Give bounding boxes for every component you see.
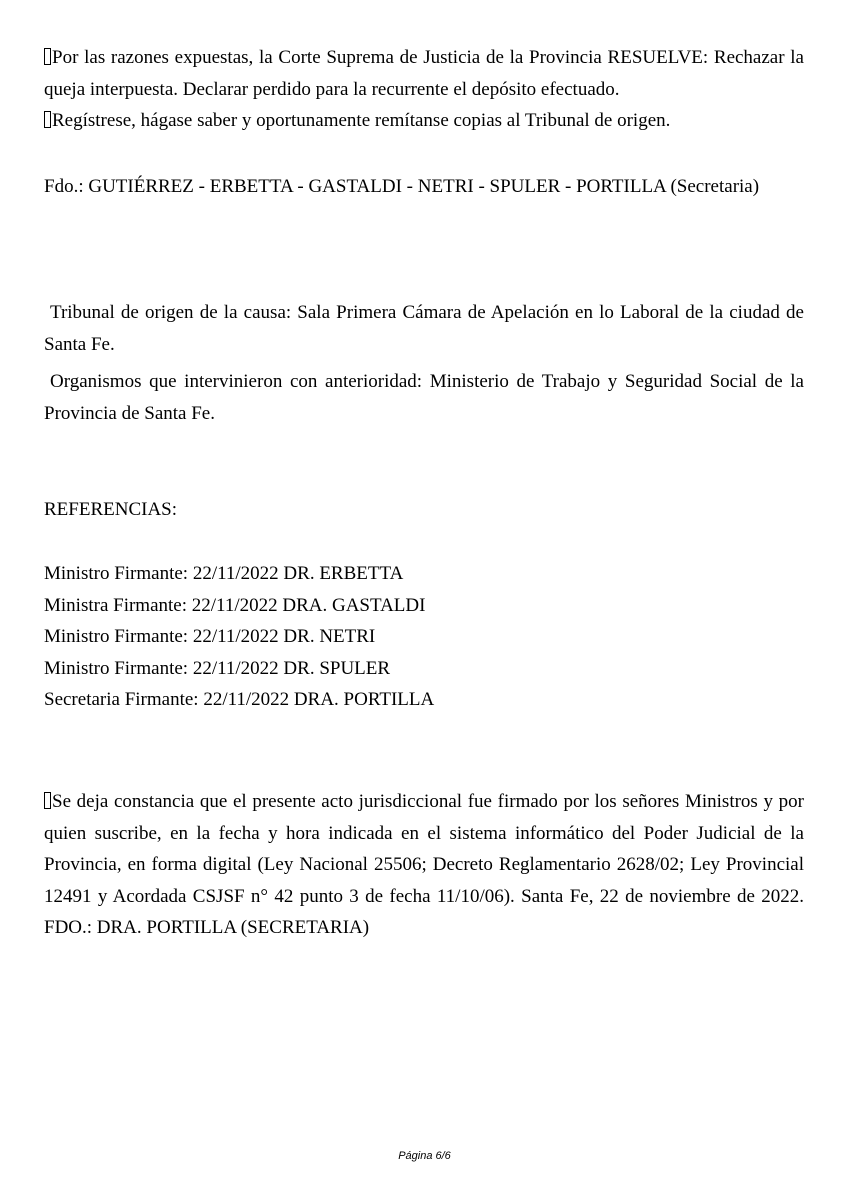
signatory-line: Ministro Firmante: 22/11/2022 DR. SPULER — [44, 657, 391, 679]
paragraph-marker-icon — [44, 792, 51, 809]
paragraph-marker-icon — [44, 111, 51, 128]
prior-agencies-paragraph: Organismos que intervinieron con anterioridad: Ministerio de Trabajo y Seguridad Social de la Provincia de Santa Fe. — [44, 371, 804, 424]
references-heading: REFERENCIAS: — [44, 499, 178, 520]
register-paragraph: Regístrese, hágase saber y oportunamente remítanse copias al Tribunal de origen. — [44, 105, 804, 137]
signatory-line: Ministro Firmante: 22/11/2022 DR. ERBETTA — [44, 563, 404, 584]
resolution-paragraph: Por las razones expuestas, la Corte Suprema de Justicia de la Provincia RESUELVE: Rechazar la queja interpuesta. Declarar perdido para la recurrente el depósito efectuado. — [44, 47, 804, 100]
tribunal-origin-paragraph: Tribunal de origen de la causa: Sala Primera Cámara de Apelación en lo Laboral de la ciudad de Santa Fe. — [44, 302, 804, 355]
signed-by-line: Fdo.: GUTIÉRREZ - ERBETTA - GASTALDI - NETRI - SPULER - PORTILLA (Secretaria) — [44, 176, 760, 197]
paragraph-marker-icon — [44, 48, 51, 65]
signatory-line: Ministro Firmante: 22/11/2022 DR. NETRI — [44, 626, 376, 647]
signatory-line: Secretaria Firmante: 22/11/2022 DRA. PORTILLA — [44, 689, 435, 710]
signatories-list — [44, 558, 804, 716]
constancy-paragraph: Se deja constancia que el presente acto jurisdiccional fue firmado por los señores Ministros y por quien suscribe, en la fecha y hora indicada en el sistema informático del Poder Judicial de la Provincia, en forma digital (Ley Nacional 25506; Decreto Reglamentario 2628/02; Ley Provincial 12491 y Acordada CSJSF n° 42 punto 3 de fecha 11/10/06). Santa Fe, 22 de noviembre de 2022. FDO.: DRA. PORTILLA (SECRETARIA) — [44, 791, 804, 938]
page-number: Página 6/6 — [398, 1150, 451, 1162]
signatory-line: Ministra Firmante: 22/11/2022 DRA. GASTALDI — [44, 594, 426, 616]
